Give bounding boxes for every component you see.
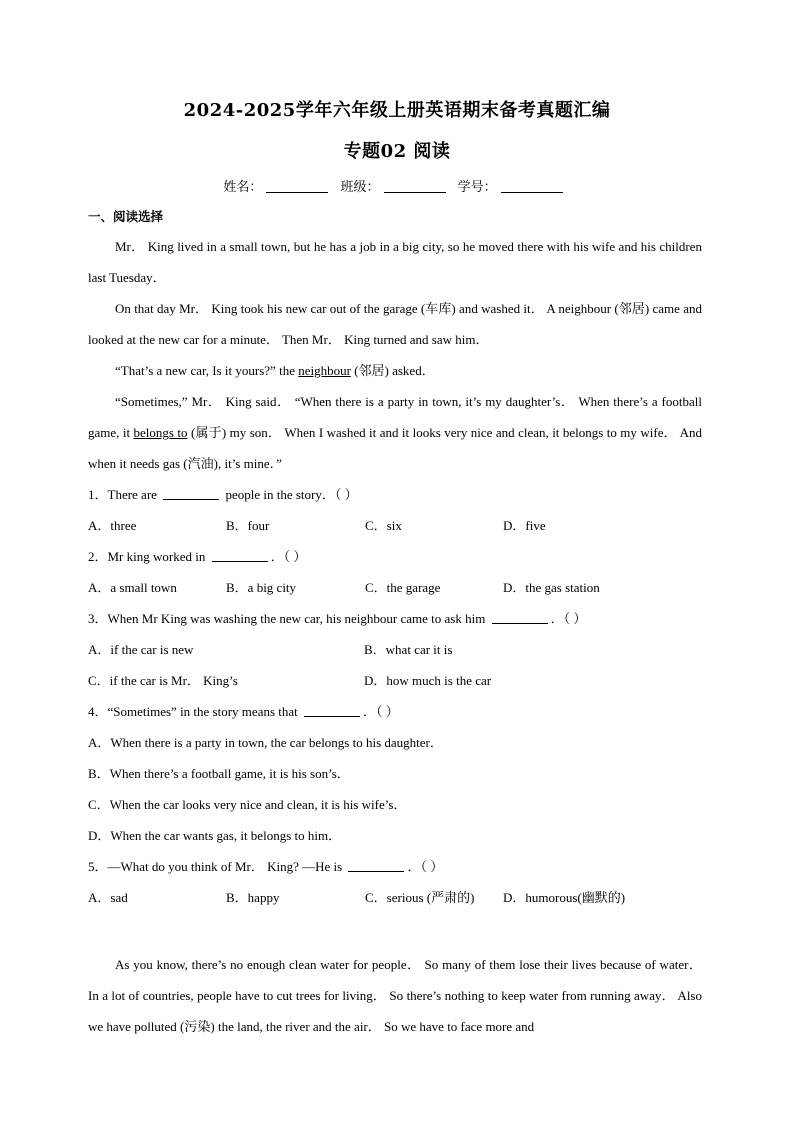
question-3 — [88, 603, 702, 634]
student-info-line — [0, 176, 794, 195]
passage-paragraph: Mr． King lived in a small town, but he has a job in a big city, so he moved there with his wife and his children last Tuesday． — [88, 239, 702, 285]
name-blank[interactable] — [266, 180, 328, 193]
question-text: people in the story．（ ） — [222, 487, 358, 502]
answer-blank[interactable] — [212, 549, 268, 562]
option-b[interactable]: B．what car it is — [364, 642, 453, 657]
answer-blank[interactable] — [163, 487, 219, 500]
question-text: 2．Mr king worked in — [88, 549, 209, 564]
options-row — [88, 882, 702, 913]
option-d[interactable]: D．When the car wants gas, it belongs to him． — [88, 828, 342, 843]
passage-paragraph: As you know, there’s no enough clean water for people． So many of them lose their lives because of water． In a lot of countries, people have to cut trees for living． So there’s nothing to keep water from running away． Also we have polluted (污染) the land, the river and the air． So we have to face more and — [88, 957, 702, 1034]
section-heading: 一、阅读选择 — [88, 209, 164, 224]
underlined-phrase: belongs to — [133, 425, 188, 440]
reading-passage-2 — [88, 949, 702, 1042]
answer-blank[interactable] — [304, 704, 360, 717]
text-run: (属于) my son． When I washed it and it looks very nice and clean, it belongs to my wife． And when it needs gas (汽油), it’s mine．” — [88, 425, 702, 471]
option-a[interactable]: A．a small town — [88, 580, 177, 595]
question-text: ．（ ） — [363, 704, 399, 719]
question-5 — [88, 851, 702, 882]
option-d[interactable]: D．five — [503, 518, 546, 533]
passage-paragraph — [88, 355, 702, 386]
question-text: ．（ ） — [270, 549, 307, 564]
option-c[interactable]: C．the garage — [365, 580, 441, 595]
question-text: ．（ ） — [407, 859, 444, 874]
document-subtitle: 专题02 阅读 — [343, 141, 451, 162]
question-text: 4．“Sometimes” in the story means that — [88, 704, 302, 719]
question-4 — [88, 696, 702, 727]
text-run: “Sometimes,” Mr． King said． “When there is a party in town, it’s my daughter’s． When there’s a football game, it — [88, 394, 702, 440]
answer-blank[interactable] — [492, 611, 548, 624]
options-row — [88, 665, 702, 696]
class-blank[interactable] — [384, 180, 446, 193]
question-text: 3．When Mr King was washing the new car, his neighbour came to ask him — [88, 611, 489, 626]
option-c[interactable]: C．if the car is Mr． King’s — [88, 673, 238, 688]
option-a[interactable]: A．When there is a party in town, the car belongs to his daughter． — [88, 735, 443, 750]
passage-paragraph: On that day Mr． King took his new car out of the garage (车库) and washed it． A neighbour (邻居) came and looked at the new car for a minute． Then Mr． King turned and saw him． — [88, 301, 702, 347]
passage-paragraph — [88, 386, 702, 479]
text-run: “That’s a new car, Is it yours?” the — [115, 363, 299, 378]
option-a[interactable]: A．if the car is new — [88, 642, 194, 657]
text-run: (邻居) asked． — [350, 363, 435, 378]
option-d[interactable]: D．the gas station — [503, 580, 600, 595]
option-b[interactable]: B．happy — [226, 890, 280, 905]
question-text: 5．—What do you think of Mr． King? —He is — [88, 859, 346, 874]
name-label: 姓名： — [223, 180, 263, 195]
underlined-word: neighbour — [298, 363, 351, 378]
option-b[interactable]: B．When there’s a football game, it is his son’s． — [88, 766, 350, 781]
options-row — [88, 634, 702, 665]
id-label: 学号： — [457, 180, 497, 195]
option-c[interactable]: C．serious (严肃的) — [365, 890, 475, 905]
document-title: 2024-2025学年六年级上册英语期末备考真题汇编 — [183, 100, 611, 121]
option-a[interactable]: A．sad — [88, 890, 128, 905]
option-b[interactable]: B．a big city — [226, 580, 297, 595]
option-d[interactable]: D．how much is the car — [364, 673, 492, 688]
question-text: ．（ ） — [550, 611, 587, 626]
option-a[interactable]: A．three — [88, 518, 137, 533]
answer-blank[interactable] — [348, 859, 404, 872]
option-d[interactable]: D．humorous(幽默的) — [503, 890, 626, 905]
option-b[interactable]: B．four — [226, 518, 270, 533]
option-c[interactable]: C．When the car looks very nice and clean, it is his wife’s． — [88, 797, 407, 812]
option-c[interactable]: C．six — [365, 518, 402, 533]
id-blank[interactable] — [501, 180, 563, 193]
question-text: 1．There are — [88, 487, 161, 502]
question-2 — [88, 541, 702, 572]
options-row — [88, 572, 702, 603]
reading-passage-1 — [88, 231, 702, 913]
class-label: 班级： — [340, 180, 380, 195]
options-row — [88, 510, 702, 541]
question-1 — [88, 479, 702, 510]
